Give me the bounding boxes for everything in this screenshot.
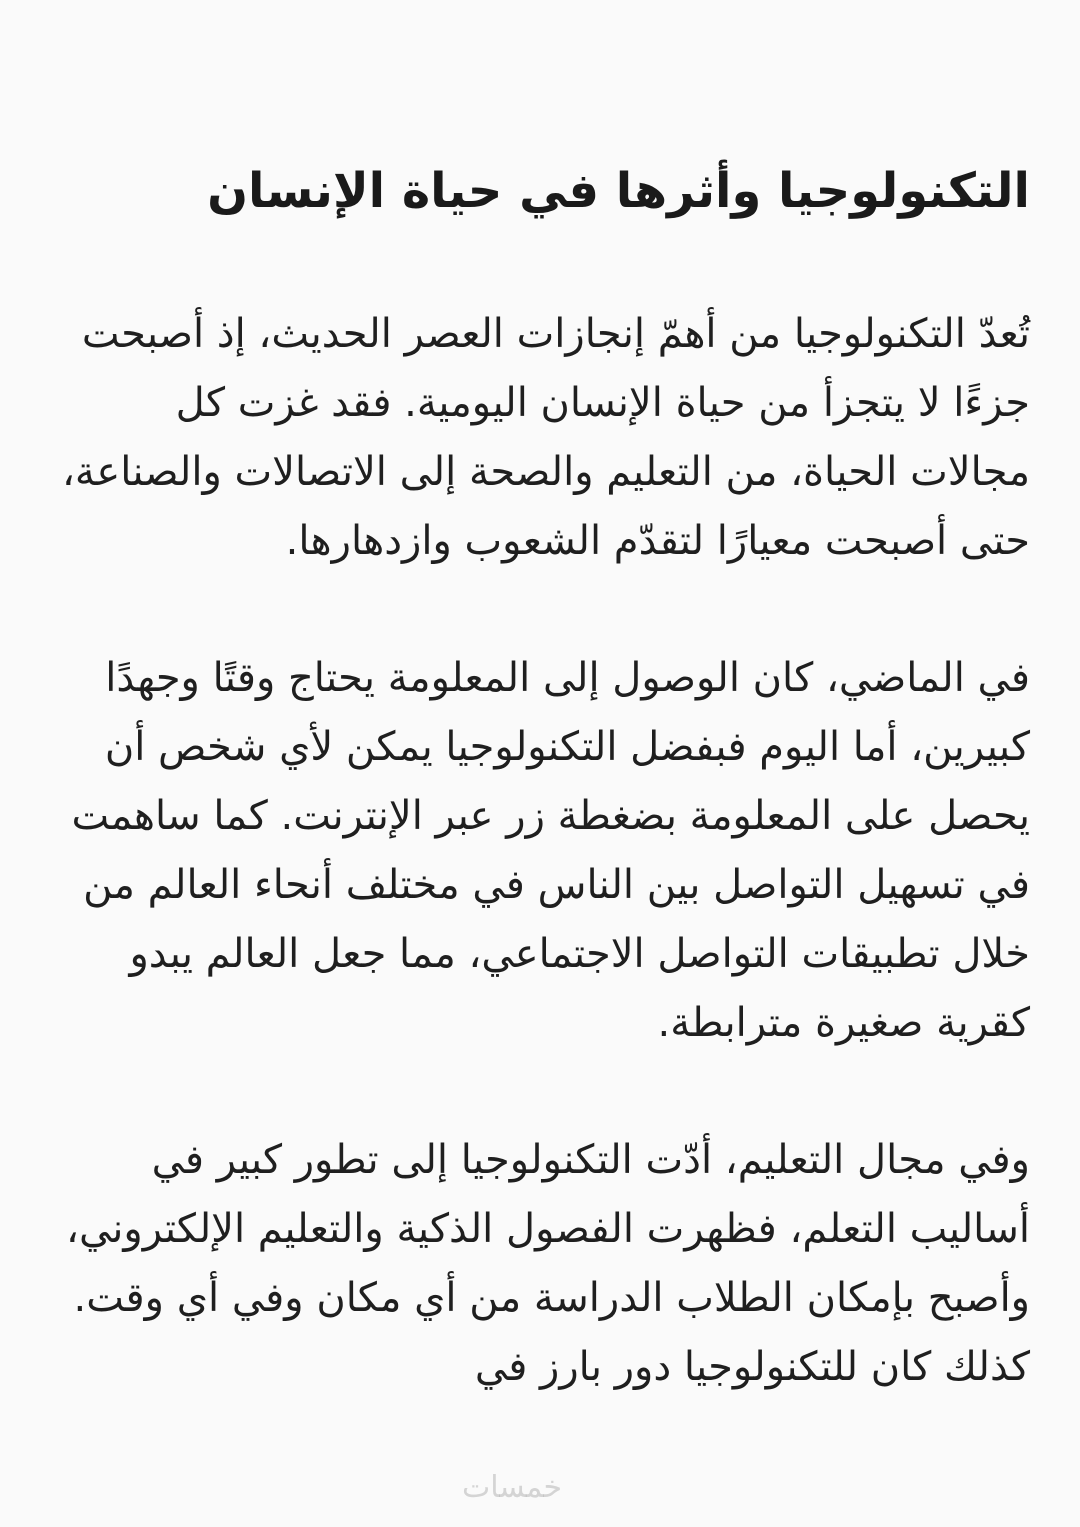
article-title: التكنولوجيا وأثرها في حياة الإنسان	[207, 163, 1030, 219]
article	[50, 160, 1030, 1470]
paragraph-3: وفي مجال التعليم، أدّت التكنولوجيا إلى تطور كبير في أساليب التعلم، فظهرت الفصول الذكية والتعليم الإلكتروني، وأصبح بإمكان الطلاب الدراسة من أي مكان وفي أي وقت. كذلك كان للتكنولوجيا دور بارز في	[66, 1137, 1030, 1391]
paragraph-2: في الماضي، كان الوصول إلى المعلومة يحتاج وقتًا وجهدًا كبيرين، أما اليوم فبفضل التكنولوجيا يمكن لأي شخص أن يحصل على المعلومة بضغطة زر عبر الإنترنت. كما ساهمت في تسهيل التواصل بين الناس في مختلف أنحاء العالم من خلال تطبيقات التواصل الاجتماعي، مما جعل العالم يبدو كقرية صغيرة مترابطة.	[71, 655, 1030, 1047]
article-body	[50, 300, 1030, 1402]
watermark: خمسات	[462, 1470, 563, 1505]
paragraph-1: تُعدّ التكنولوجيا من أهمّ إنجازات العصر الحديث، إذ أصبحت جزءًا لا يتجزأ من حياة الإنسان اليومية. فقد غزت كل مجالات الحياة، من التعليم والصحة إلى الاتصالات والصناعة، حتى أصبحت معيارًا لتقدّم الشعوب وازدهارها.	[61, 311, 1030, 565]
